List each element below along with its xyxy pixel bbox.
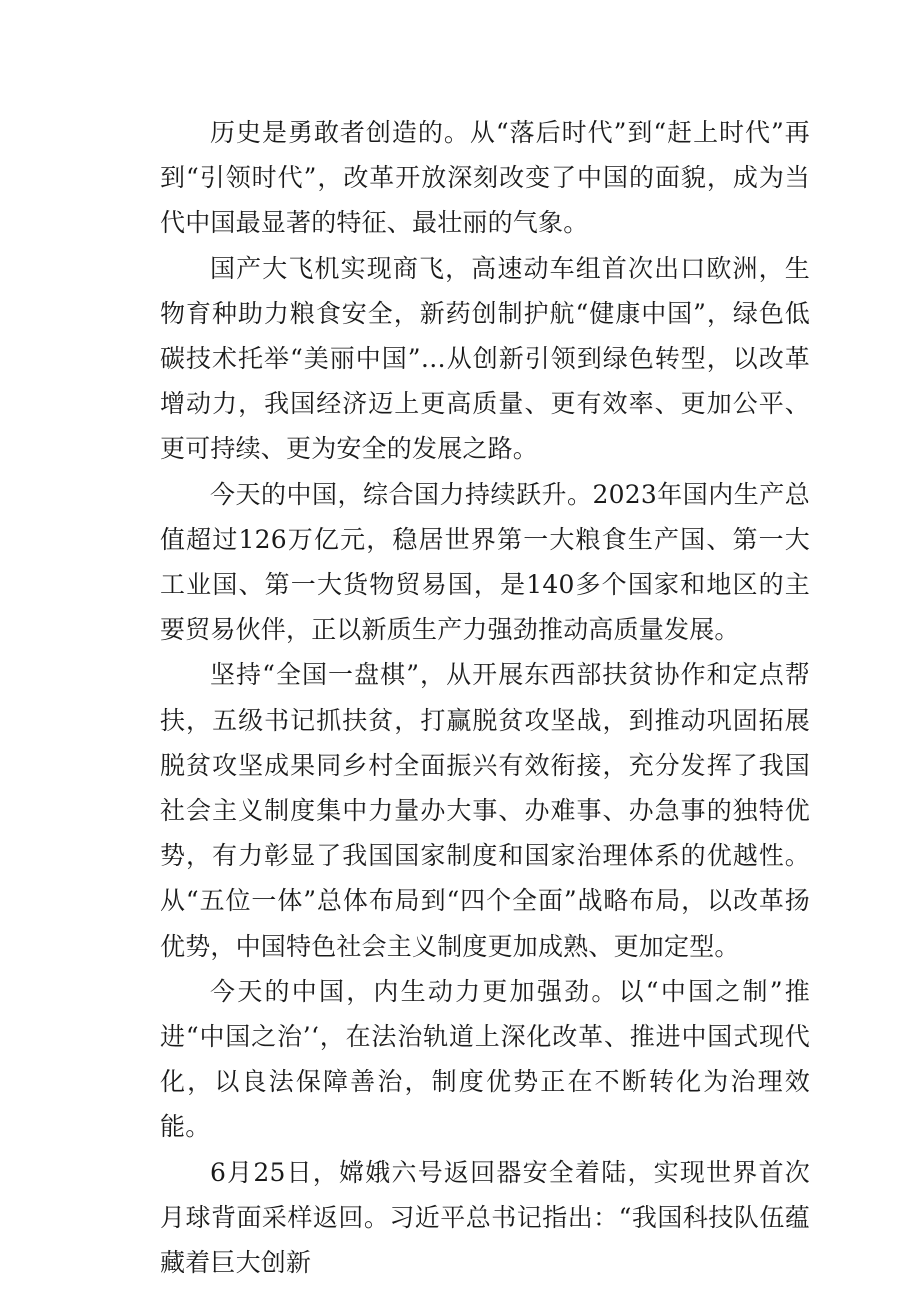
document-body	[160, 110, 810, 1285]
paragraph-change6: 6月25日，嫦娥六号返回器安全着陆，实现世界首次月球背面采样返回。习近平总书记指出：“我国科技队伍蕴藏着巨大创新	[160, 1157, 810, 1278]
paragraph-national-strength: 今天的中国，综合国力持续跃升。2023年国内生产总值超过126万亿元，稳居世界第一大粮食生产国、第一大工业国、第一大货物贸易国，是140多个国家和地区的主要贸易伙伴，正以新质生产力强劲推动高质量发展。	[160, 479, 810, 645]
paragraph-history: 历史是勇敢者创造的。从“落后时代”到“赶上时代”再到“引领时代”，改革开放深刻改变了中国的面貌，成为当代中国最显著的特征、最壮丽的气象。	[160, 118, 810, 238]
paragraph-innovation: 国产大飞机实现商飞，高速动车组首次出口欧洲，生物育种助力粮食安全，新药创制护航“健康中国”，绿色低碳技术托举“美丽中国”…从创新引领到绿色转型，以改革增动力，我国经济迈上更高质量、更有效率、更加公平、更可持续、更为安全的发展之路。	[160, 253, 810, 464]
paragraph-poverty-alleviation: 坚持“全国一盘棋”，从开展东西部扶贫协作和定点帮扶，五级书记抓扶贫，打赢脱贫攻坚战，到推动巩固拓展脱贫攻坚成果同乡村全面振兴有效衔接，充分发挥了我国社会主义制度集中力量办大事、办难事、办急事的独特优势，有力彰显了我国国家制度和国家治理体系的优越性。从“五位一体”总体布局到“四个全面”战略布局，以改革扬优势，中国特色社会主义制度更加成熟、更加定型。	[160, 660, 810, 961]
paragraph-governance: 今天的中国，内生动力更加强劲。以“中国之制”推进“中国之治’‘，在法治轨道上深化改革、推进中国式现代化，以良法保障善治，制度优势正在不断转化为治理效能。	[160, 976, 810, 1142]
